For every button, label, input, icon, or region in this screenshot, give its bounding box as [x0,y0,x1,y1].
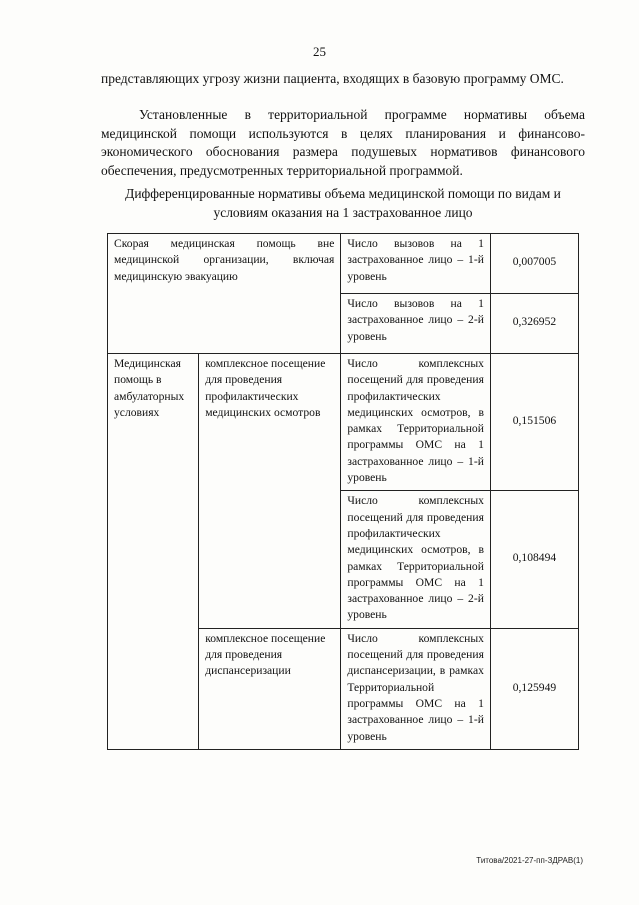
value-cell: 0,007005 [490,234,578,294]
care-type-outpatient: Медицинская помощь в амбулаторных условиях [108,354,199,750]
visit-type-preventive: комплексное посещение для проведения профилактических медицинских осмотров [199,354,341,629]
page-number: 25 [313,44,326,59]
value-cell: 0,125949 [490,628,578,749]
care-type-emergency: Скорая медицинская помощь вне медицинской организации, включая медицинскую эвакуацию [108,234,341,354]
paragraph-norms-usage: Установленные в территориальной программе нормативы объема медицинской помощи используются в целях планирования и финансово-экономического обоснования размера подушевых нормативов финансового обеспечения, предусмотренных территориальной программой. [101,107,585,178]
value-cell: 0,151506 [490,354,578,491]
document-code: Титова/2021-27-пп-ЗДРАВ(1) [476,856,583,865]
visit-type-dispensary: комплексное посещение для проведения диспансеризации [199,628,341,749]
norms-table [107,233,579,750]
indicator-cell: Число вызовов на 1 застрахованное лицо – 2-й уровень [341,294,491,354]
table-heading: Дифференцированные нормативы объема медицинской помощи по видам и условиям оказания на 1 застрахованное лицо [125,186,561,220]
table-row [108,234,579,294]
indicator-cell: Число комплексных посещений для проведения профилактических медицинских осмотров, в рамках Территориальной программы ОМС на 1 застрахованное лицо – 1-й уровень [341,354,491,491]
indicator-cell: Число комплексных посещений для проведения диспансеризации, в рамках Территориальной программы ОМС на 1 застрахованное лицо – 1-й уровень [341,628,491,749]
value-cell: 0,326952 [490,294,578,354]
value-cell: 0,108494 [490,491,578,628]
table-row [108,354,579,491]
indicator-cell: Число вызовов на 1 застрахованное лицо – 1-й уровень [341,234,491,294]
paragraph-continuation: представляющих угрозу жизни пациента, входящих в базовую программу ОМС. [101,71,564,86]
indicator-cell: Число комплексных посещений для проведения профилактических медицинских осмотров, в рамках Территориальной программы ОМС на 1 застрахованное лицо – 2-й уровень [341,491,491,628]
